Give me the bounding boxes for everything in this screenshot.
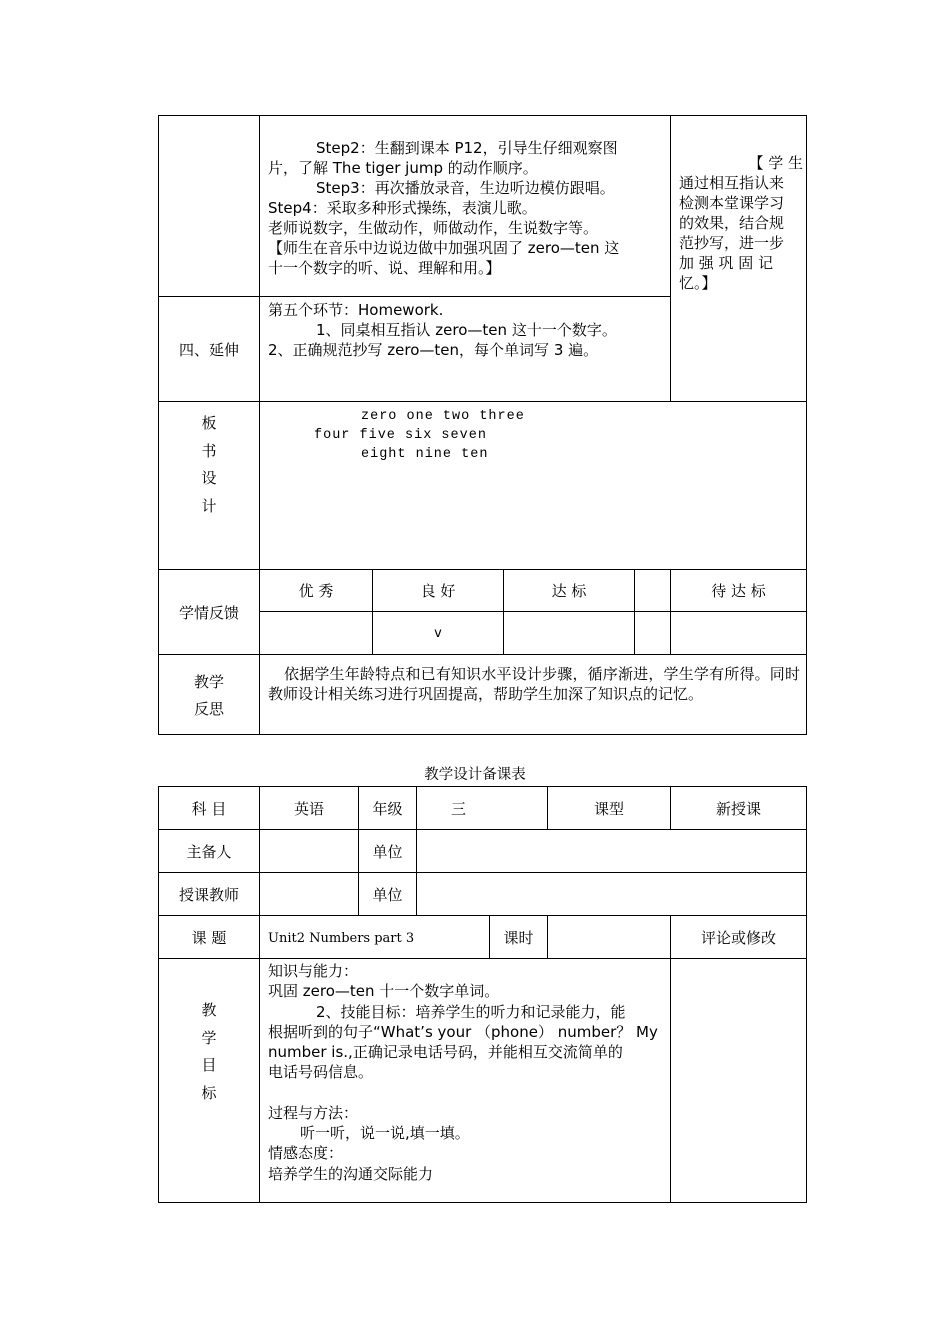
empty-label-cell bbox=[159, 116, 260, 297]
comment-label: 评论或修改 bbox=[671, 916, 807, 959]
teacher-label: 授课教师 bbox=[159, 873, 260, 916]
extension-cell bbox=[260, 297, 671, 402]
unit-label-2: 单位 bbox=[359, 873, 417, 916]
board-line: zero one two three bbox=[361, 409, 525, 424]
type-value: 新授课 bbox=[671, 787, 807, 830]
note-line: 加 强 巩 固 记 bbox=[679, 254, 774, 272]
extension-line: 1、同桌相互指认 zero—ten 这十一个数字。 bbox=[316, 321, 617, 339]
subject-value: 英语 bbox=[260, 787, 359, 830]
extension-label: 四、延伸 bbox=[159, 297, 260, 402]
board-label-cell bbox=[159, 402, 260, 570]
type-label: 课型 bbox=[548, 787, 671, 830]
note-line: 通过相互指认来 bbox=[679, 174, 785, 192]
step-line: Step3：再次播放录音，生边听边模仿跟唱。 bbox=[316, 179, 615, 197]
board-label-char: 计 bbox=[201, 496, 217, 515]
feedback-value-good: v bbox=[373, 612, 504, 655]
board-line: eight nine ten bbox=[361, 447, 489, 462]
board-label-char: 书 bbox=[201, 441, 217, 460]
topic-text: Unit2 Numbers part 3 bbox=[268, 931, 415, 946]
lesson-plan-table bbox=[158, 786, 807, 1203]
goal-line: 知识与能力： bbox=[268, 962, 359, 980]
goal-label-char: 目 bbox=[201, 1056, 217, 1074]
step-line: 片，了解 The tiger jump 的动作顺序。 bbox=[268, 159, 538, 177]
board-line: four five six seven bbox=[314, 428, 487, 443]
feedback-value-excellent bbox=[260, 612, 373, 655]
goal-line: 培养学生的沟通交际能力 bbox=[268, 1164, 434, 1183]
feedback-header-pass: 达 标 bbox=[504, 570, 635, 612]
feedback-header-pending: 待 达 标 bbox=[671, 570, 807, 612]
grade-value: 三 bbox=[417, 787, 548, 830]
teacher-value bbox=[260, 873, 359, 916]
note-line: 检测本堂课学习 bbox=[679, 194, 785, 212]
unit-label: 单位 bbox=[359, 830, 417, 873]
step-line: 【师生在音乐中边说边做中加强巩固了 zero—ten 这 bbox=[268, 239, 620, 257]
goal-line: 2、技能目标：培养学生的听力和记录能力，能 bbox=[316, 1002, 626, 1021]
reflection-cell bbox=[260, 655, 807, 735]
grade-label: 年级 bbox=[359, 787, 417, 830]
step-block-cell bbox=[260, 116, 671, 297]
lead-label: 主备人 bbox=[159, 830, 260, 873]
goal-line: 电话号码信息。 bbox=[268, 1063, 374, 1082]
lesson-table-continued bbox=[158, 115, 807, 735]
board-content-cell bbox=[260, 402, 807, 570]
extension-line: 2、正确规范抄写 zero—ten，每个单词写 3 遍。 bbox=[268, 341, 599, 359]
reflection-label-line: 教学 bbox=[193, 673, 224, 691]
note-line: 范抄写，进一步 bbox=[679, 234, 785, 252]
step-line: Step4：采取多种形式操练，表演儿歌。 bbox=[268, 199, 537, 217]
feedback-header-blank bbox=[635, 570, 671, 612]
feedback-value-pending bbox=[671, 612, 807, 655]
reflection-label-cell bbox=[159, 655, 260, 735]
goal-comment-cell bbox=[671, 959, 807, 1203]
goal-label-char: 标 bbox=[201, 1083, 217, 1102]
note-line: 的效果，结合规 bbox=[679, 214, 785, 232]
goal-line: number is.,正确记录电话号码，并能相互交流简单的 bbox=[268, 1043, 623, 1062]
goal-line: 情感态度： bbox=[268, 1144, 344, 1163]
form-title: 教学设计备课表 bbox=[424, 767, 526, 783]
lead-value bbox=[260, 830, 359, 873]
hours-label: 课时 bbox=[490, 916, 548, 959]
board-label-char: 设 bbox=[201, 469, 217, 487]
topic-value bbox=[260, 916, 490, 959]
reflection-label-line: 反思 bbox=[193, 700, 224, 718]
feedback-header-good: 良 好 bbox=[373, 570, 504, 612]
note-line: 忆。】 bbox=[679, 274, 717, 292]
goal-line: 过程与方法： bbox=[268, 1103, 359, 1122]
step-line: Step2：生翻到课本 P12，引导生仔细观察图 bbox=[316, 139, 618, 157]
step-line: 十一个数字的听、说、理解和用。】 bbox=[268, 259, 501, 277]
step-line: 老师说数字，生做动作，师做动作，生说数字等。 bbox=[268, 219, 599, 237]
goal-label-cell bbox=[159, 959, 260, 1203]
hours-value bbox=[548, 916, 671, 959]
topic-label: 课 题 bbox=[159, 916, 260, 959]
unit-value-2 bbox=[417, 873, 807, 916]
reflection-text: 依据学生年龄特点和已有知识水平设计步骤，循序渐进，学生学有所得。同时教师设计相关练习进行巩固提高，帮助学生加深了知识点的记忆。 bbox=[268, 665, 800, 703]
feedback-header-excellent: 优 秀 bbox=[260, 570, 373, 612]
feedback-value-blank bbox=[635, 612, 671, 655]
goal-line: 巩固 zero—ten 十一个数字单词。 bbox=[268, 982, 500, 1001]
goal-content-cell bbox=[260, 959, 671, 1203]
note-cell bbox=[671, 116, 807, 402]
subject-label: 科 目 bbox=[159, 787, 260, 830]
goal-line: 根据听到的句子“What’s your （phone） number？ My bbox=[268, 1022, 658, 1041]
goal-line: 听一听，说一说,填一填。 bbox=[300, 1124, 470, 1143]
feedback-label: 学情反馈 bbox=[159, 570, 260, 655]
unit-value bbox=[417, 830, 807, 873]
note-line: 【 学 生 bbox=[748, 154, 803, 172]
goal-label-char: 学 bbox=[201, 1028, 217, 1047]
feedback-value-pass bbox=[504, 612, 635, 655]
extension-line: 第五个环节：Homework. bbox=[268, 301, 444, 319]
goal-label-char: 教 bbox=[201, 1001, 217, 1019]
board-label-char: 板 bbox=[201, 414, 217, 432]
